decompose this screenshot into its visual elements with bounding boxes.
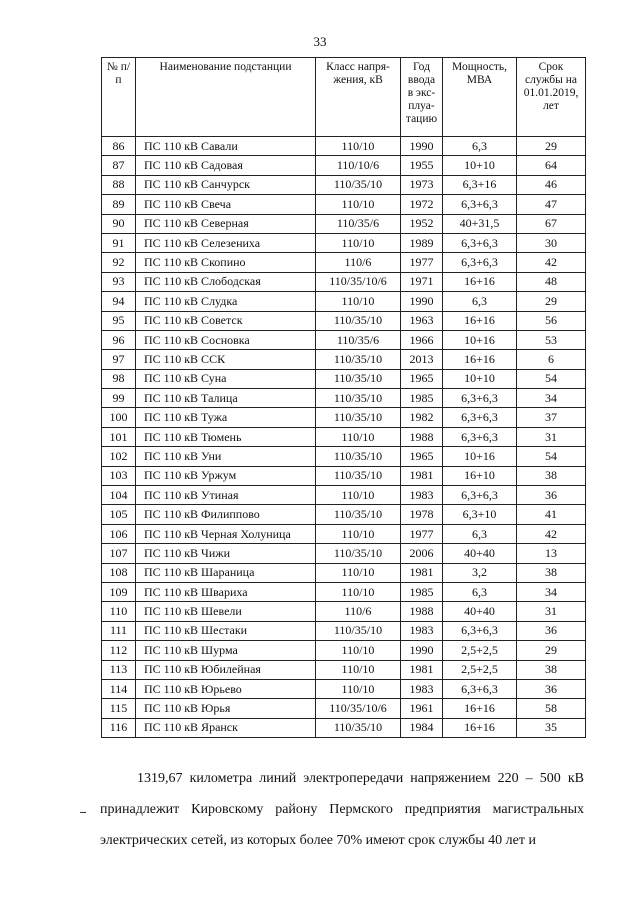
commission-year-cell: 1961: [401, 699, 443, 718]
service-life-cell: 13: [517, 544, 586, 563]
commission-year-cell: 1971: [401, 272, 443, 291]
voltage-class-cell: 110/35/10: [316, 350, 401, 369]
capacity-cell: 40+40: [443, 602, 517, 621]
table-row: [102, 175, 586, 194]
capacity-cell: 10+10: [443, 156, 517, 175]
row-number-cell: 96: [102, 330, 136, 349]
capacity-cell: 16+16: [443, 350, 517, 369]
commission-year-cell: 1965: [401, 447, 443, 466]
substation-name-cell: ПС 110 кВ Свеча: [136, 195, 316, 214]
row-number-cell: 100: [102, 408, 136, 427]
service-life-cell: 38: [517, 660, 586, 679]
voltage-class-cell: 110/10: [316, 660, 401, 679]
commission-year-cell: 1965: [401, 369, 443, 388]
table-row: [102, 621, 586, 640]
capacity-cell: 10+16: [443, 330, 517, 349]
capacity-cell: 6,3+6,3: [443, 253, 517, 272]
row-number-cell: 101: [102, 427, 136, 446]
table-row: [102, 505, 586, 524]
table-row: [102, 369, 586, 388]
row-number-cell: 108: [102, 563, 136, 582]
substation-name-cell: ПС 110 кВ Суна: [136, 369, 316, 388]
row-number-cell: 107: [102, 544, 136, 563]
table-row: [102, 350, 586, 369]
row-number-cell: 115: [102, 699, 136, 718]
table-row: [102, 582, 586, 601]
service-life-cell: 6: [517, 350, 586, 369]
commission-year-cell: 1989: [401, 233, 443, 252]
row-number-cell: 114: [102, 679, 136, 698]
commission-year-cell: 1985: [401, 389, 443, 408]
row-number-cell: 103: [102, 466, 136, 485]
voltage-class-cell: 110/10: [316, 486, 401, 505]
row-number-cell: 110: [102, 602, 136, 621]
row-number-cell: 86: [102, 137, 136, 156]
table-row: [102, 137, 586, 156]
commission-year-cell: 2006: [401, 544, 443, 563]
row-number-cell: 106: [102, 524, 136, 543]
table-row: [102, 466, 586, 485]
commission-year-cell: 1978: [401, 505, 443, 524]
row-number-cell: 98: [102, 369, 136, 388]
row-number-cell: 102: [102, 447, 136, 466]
table-row: [102, 408, 586, 427]
capacity-cell: 6,3+6,3: [443, 486, 517, 505]
service-life-cell: 29: [517, 641, 586, 660]
commission-year-cell: 1990: [401, 641, 443, 660]
row-number-cell: 93: [102, 272, 136, 291]
header-number: № п/п: [102, 58, 136, 137]
row-number-cell: 104: [102, 486, 136, 505]
row-number-cell: 97: [102, 350, 136, 369]
substation-name-cell: ПС 110 кВ Северная: [136, 214, 316, 233]
row-number-cell: 92: [102, 253, 136, 272]
commission-year-cell: 2013: [401, 350, 443, 369]
commission-year-cell: 1985: [401, 582, 443, 601]
substation-name-cell: ПС 110 кВ Шестаки: [136, 621, 316, 640]
substation-name-cell: ПС 110 кВ Санчурск: [136, 175, 316, 194]
voltage-class-cell: 110/35/10: [316, 389, 401, 408]
commission-year-cell: 1983: [401, 679, 443, 698]
substation-name-cell: ПС 110 кВ Черная Холуница: [136, 524, 316, 543]
table-row: [102, 447, 586, 466]
header-voltage-class: Класс напря-жения, кВ: [316, 58, 401, 137]
capacity-cell: 6,3+6,3: [443, 195, 517, 214]
voltage-class-cell: 110/10: [316, 679, 401, 698]
capacity-cell: 6,3+6,3: [443, 679, 517, 698]
row-number-cell: 89: [102, 195, 136, 214]
service-life-cell: 41: [517, 505, 586, 524]
commission-year-cell: 1973: [401, 175, 443, 194]
commission-year-cell: 1990: [401, 137, 443, 156]
substation-name-cell: ПС 110 кВ Шурма: [136, 641, 316, 660]
service-life-cell: 38: [517, 466, 586, 485]
voltage-class-cell: 110/35/6: [316, 214, 401, 233]
table-row: [102, 486, 586, 505]
table-row: [102, 195, 586, 214]
table-row: [102, 214, 586, 233]
capacity-cell: 6,3: [443, 292, 517, 311]
capacity-cell: 16+16: [443, 718, 517, 737]
table-row: [102, 641, 586, 660]
commission-year-cell: 1981: [401, 466, 443, 485]
service-life-cell: 31: [517, 427, 586, 446]
table-row: [102, 272, 586, 291]
capacity-cell: 6,3+6,3: [443, 233, 517, 252]
service-life-cell: 64: [517, 156, 586, 175]
substation-name-cell: ПС 110 кВ Сосновка: [136, 330, 316, 349]
service-life-cell: 54: [517, 447, 586, 466]
substation-name-cell: ПС 110 кВ Яранск: [136, 718, 316, 737]
service-life-cell: 30: [517, 233, 586, 252]
service-life-cell: 34: [517, 389, 586, 408]
table-row: [102, 718, 586, 737]
service-life-cell: 36: [517, 679, 586, 698]
body-paragraph: 1319,67 километра линий электропередачи напряжением 220 – 500 кВ принадлежит Кировскому району Пермского предприятия магистральных электрических сетей, из которых более 70% имеют срок службы 40 лет и: [100, 771, 584, 848]
row-number-cell: 109: [102, 582, 136, 601]
voltage-class-cell: 110/10: [316, 641, 401, 660]
voltage-class-cell: 110/10/6: [316, 156, 401, 175]
capacity-cell: 2,5+2,5: [443, 641, 517, 660]
service-life-cell: 38: [517, 563, 586, 582]
header-capacity: Мощность, МВА: [443, 58, 517, 137]
service-life-cell: 46: [517, 175, 586, 194]
service-life-cell: 56: [517, 311, 586, 330]
table-row: [102, 233, 586, 252]
table-row: [102, 427, 586, 446]
capacity-cell: 16+16: [443, 699, 517, 718]
table-row: [102, 699, 586, 718]
row-number-cell: 112: [102, 641, 136, 660]
table-row: [102, 524, 586, 543]
voltage-class-cell: 110/35/10: [316, 544, 401, 563]
voltage-class-cell: 110/6: [316, 253, 401, 272]
voltage-class-cell: 110/35/10/6: [316, 272, 401, 291]
voltage-class-cell: 110/35/10: [316, 311, 401, 330]
voltage-class-cell: 110/35/10: [316, 466, 401, 485]
substation-name-cell: ПС 110 кВ Скопино: [136, 253, 316, 272]
service-life-cell: 53: [517, 330, 586, 349]
substation-name-cell: ПС 110 кВ Юбилейная: [136, 660, 316, 679]
substation-name-cell: ПС 110 кВ Советск: [136, 311, 316, 330]
service-life-cell: 47: [517, 195, 586, 214]
table-row: [102, 563, 586, 582]
capacity-cell: 6,3: [443, 582, 517, 601]
row-number-cell: 111: [102, 621, 136, 640]
row-number-cell: 99: [102, 389, 136, 408]
service-life-cell: 36: [517, 621, 586, 640]
substation-name-cell: ПС 110 кВ Юрьево: [136, 679, 316, 698]
voltage-class-cell: 110/10: [316, 137, 401, 156]
page-number: 33: [313, 34, 327, 49]
commission-year-cell: 1983: [401, 621, 443, 640]
commission-year-cell: 1952: [401, 214, 443, 233]
service-life-cell: 35: [517, 718, 586, 737]
table-row: [102, 292, 586, 311]
substation-name-cell: ПС 110 кВ Талица: [136, 389, 316, 408]
table-row: [102, 544, 586, 563]
substation-name-cell: ПС 110 кВ Швариха: [136, 582, 316, 601]
substation-name-cell: ПС 110 кВ Садовая: [136, 156, 316, 175]
voltage-class-cell: 110/10: [316, 292, 401, 311]
substation-name-cell: ПС 110 кВ Савали: [136, 137, 316, 156]
service-life-cell: 36: [517, 486, 586, 505]
margin-dash-mark: [80, 812, 86, 813]
table-row: [102, 389, 586, 408]
table-row: [102, 679, 586, 698]
service-life-cell: 42: [517, 524, 586, 543]
table-row: [102, 156, 586, 175]
substation-name-cell: ПС 110 кВ ССК: [136, 350, 316, 369]
substation-name-cell: ПС 110 кВ Слободская: [136, 272, 316, 291]
voltage-class-cell: 110/35/6: [316, 330, 401, 349]
commission-year-cell: 1982: [401, 408, 443, 427]
commission-year-cell: 1981: [401, 660, 443, 679]
commission-year-cell: 1983: [401, 486, 443, 505]
voltage-class-cell: 110/10: [316, 427, 401, 446]
voltage-class-cell: 110/35/10: [316, 369, 401, 388]
table-row: [102, 602, 586, 621]
capacity-cell: 6,3+6,3: [443, 427, 517, 446]
header-substation-name: Наименование подстанции: [136, 58, 316, 137]
substation-name-cell: ПС 110 кВ Тужа: [136, 408, 316, 427]
row-number-cell: 87: [102, 156, 136, 175]
substation-name-cell: ПС 110 кВ Уржум: [136, 466, 316, 485]
voltage-class-cell: 110/10: [316, 195, 401, 214]
commission-year-cell: 1988: [401, 602, 443, 621]
service-life-cell: 67: [517, 214, 586, 233]
substation-name-cell: ПС 110 кВ Шевели: [136, 602, 316, 621]
substation-name-cell: ПС 110 кВ Слудка: [136, 292, 316, 311]
substation-name-cell: ПС 110 кВ Утиная: [136, 486, 316, 505]
voltage-class-cell: 110/35/10: [316, 175, 401, 194]
voltage-class-cell: 110/35/10: [316, 621, 401, 640]
service-life-cell: 54: [517, 369, 586, 388]
capacity-cell: 6,3+6,3: [443, 408, 517, 427]
substation-name-cell: ПС 110 кВ Селезениха: [136, 233, 316, 252]
substations-table: [101, 57, 586, 738]
commission-year-cell: 1966: [401, 330, 443, 349]
table-row: [102, 330, 586, 349]
substation-name-cell: ПС 110 кВ Уни: [136, 447, 316, 466]
row-number-cell: 91: [102, 233, 136, 252]
header-commission-year: Год ввода в экс-плуа-тацию: [401, 58, 443, 137]
table-body: [102, 137, 586, 738]
commission-year-cell: 1984: [401, 718, 443, 737]
capacity-cell: 6,3: [443, 137, 517, 156]
commission-year-cell: 1977: [401, 524, 443, 543]
row-number-cell: 95: [102, 311, 136, 330]
commission-year-cell: 1977: [401, 253, 443, 272]
table-row: [102, 311, 586, 330]
capacity-cell: 6,3+6,3: [443, 389, 517, 408]
capacity-cell: 10+16: [443, 447, 517, 466]
voltage-class-cell: 110/6: [316, 602, 401, 621]
voltage-class-cell: 110/35/10/6: [316, 699, 401, 718]
table-header-row: [102, 58, 586, 137]
capacity-cell: 10+10: [443, 369, 517, 388]
commission-year-cell: 1963: [401, 311, 443, 330]
service-life-cell: 48: [517, 272, 586, 291]
service-life-cell: 37: [517, 408, 586, 427]
capacity-cell: 6,3+16: [443, 175, 517, 194]
capacity-cell: 6,3+10: [443, 505, 517, 524]
voltage-class-cell: 110/35/10: [316, 718, 401, 737]
row-number-cell: 116: [102, 718, 136, 737]
row-number-cell: 94: [102, 292, 136, 311]
voltage-class-cell: 110/10: [316, 233, 401, 252]
substation-name-cell: ПС 110 кВ Чижи: [136, 544, 316, 563]
service-life-cell: 58: [517, 699, 586, 718]
service-life-cell: 31: [517, 602, 586, 621]
substation-name-cell: ПС 110 кВ Тюмень: [136, 427, 316, 446]
commission-year-cell: 1972: [401, 195, 443, 214]
substation-name-cell: ПС 110 кВ Юрья: [136, 699, 316, 718]
row-number-cell: 90: [102, 214, 136, 233]
voltage-class-cell: 110/10: [316, 524, 401, 543]
capacity-cell: 16+10: [443, 466, 517, 485]
table-row: [102, 660, 586, 679]
substation-name-cell: ПС 110 кВ Филиппово: [136, 505, 316, 524]
row-number-cell: 113: [102, 660, 136, 679]
commission-year-cell: 1955: [401, 156, 443, 175]
capacity-cell: 2,5+2,5: [443, 660, 517, 679]
header-service-life: Срок службы на 01.01.2019, лет: [517, 58, 586, 137]
service-life-cell: 34: [517, 582, 586, 601]
capacity-cell: 3,2: [443, 563, 517, 582]
commission-year-cell: 1990: [401, 292, 443, 311]
row-number-cell: 88: [102, 175, 136, 194]
commission-year-cell: 1988: [401, 427, 443, 446]
service-life-cell: 42: [517, 253, 586, 272]
voltage-class-cell: 110/35/10: [316, 447, 401, 466]
capacity-cell: 40+40: [443, 544, 517, 563]
voltage-class-cell: 110/35/10: [316, 408, 401, 427]
capacity-cell: 6,3+6,3: [443, 621, 517, 640]
capacity-cell: 40+31,5: [443, 214, 517, 233]
commission-year-cell: 1981: [401, 563, 443, 582]
capacity-cell: 6,3: [443, 524, 517, 543]
capacity-cell: 16+16: [443, 272, 517, 291]
service-life-cell: 29: [517, 137, 586, 156]
row-number-cell: 105: [102, 505, 136, 524]
capacity-cell: 16+16: [443, 311, 517, 330]
table-row: [102, 253, 586, 272]
voltage-class-cell: 110/10: [316, 563, 401, 582]
voltage-class-cell: 110/10: [316, 582, 401, 601]
service-life-cell: 29: [517, 292, 586, 311]
substation-name-cell: ПС 110 кВ Шараница: [136, 563, 316, 582]
voltage-class-cell: 110/35/10: [316, 505, 401, 524]
